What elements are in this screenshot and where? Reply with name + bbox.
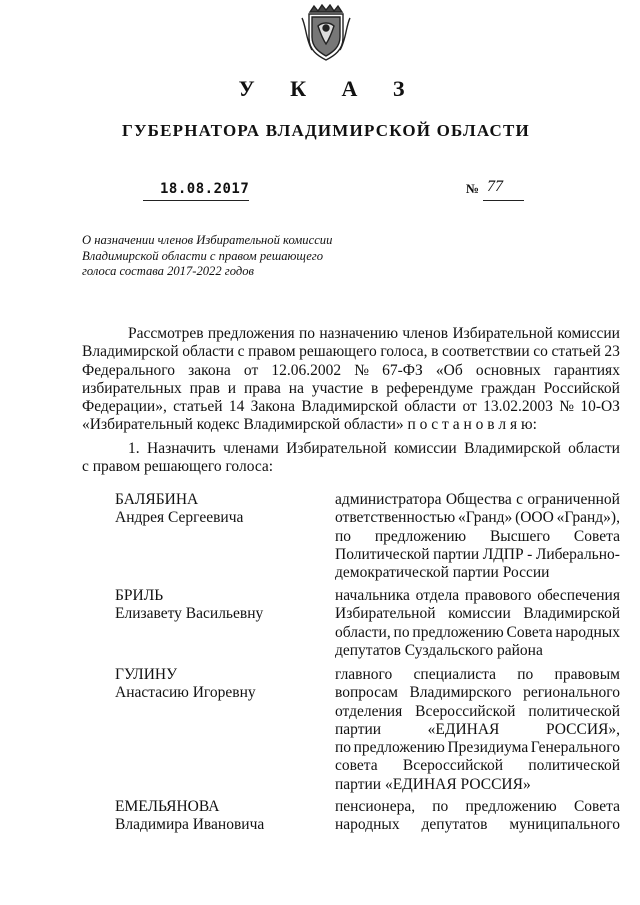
member-name [115,491,243,528]
number-underline [483,200,524,201]
preamble-line: Владимирской области с правом решающего голоса, в соответствии со статьей 23 [82,343,620,361]
description-line: администратора Общества с ограниченной [335,491,620,508]
member-given-name: Анастасию Игоревну [115,684,256,702]
subject-line: О назначении членов Избирательной комиссии [82,233,333,247]
date-underline [143,200,249,201]
member-given-name: Елизавету Васильевну [115,605,264,623]
member-description [335,491,620,582]
number-sign: № [466,181,480,196]
description-line: Политической партии ЛДПР - Либерально- [335,545,620,563]
document-number: 77 [487,178,503,195]
document-subject [82,233,382,280]
description-line: отделения Всероссийской политической [335,702,620,720]
clause-line: 1. Назначить членами Избирательной комиссии Владимирской области [128,440,620,457]
description-line: вопросам Владимирского регионального [335,684,620,702]
description-line: пенсионера, по предложению Совета [335,798,620,815]
member-surname: ГУЛИНУ [115,666,178,683]
coat-of-arms-icon [300,4,352,62]
preamble-line: Рассмотрев предложения по назначению членов Избирательной комиссии [128,325,620,342]
preamble-line: Федерального закона от 12.06.2002 № 67-ФЗ «Об основных гарантиях [82,361,620,379]
member-description [335,798,620,835]
description-line: ответственностью «Гранд» (ООО «Гранд»), [335,509,620,527]
member-given-name: Андрея Сергеевича [115,509,244,527]
member-name [115,666,256,703]
document-title: У К А З [238,76,420,101]
preamble-line: «Избирательный кодекс Владимирской области» п о с т а н о в л я ю: [82,416,537,434]
preamble-line: Федерации», статьей 14 Закона Владимирской области от 13.02.2003 № 10-ОЗ [82,398,620,416]
description-line: главного специалиста по правовым [335,666,620,683]
subject-line: Владимирской области с правом решающего [82,248,324,263]
preamble-line: избирательных прав и права на участие в референдуме граждан Российской [82,379,620,397]
description-line: демократической партии России [335,564,550,582]
document-date: 18.08.2017 [160,181,250,197]
clause-line: с правом решающего голоса: [82,458,274,476]
description-line: депутатов Суздальского района [335,641,543,659]
member-given-name: Владимира Ивановича [115,816,265,834]
description-line: Избирательной комиссии Владимирской [335,605,620,623]
document-issuer: ГУБЕРНАТОРА ВЛАДИМИРСКОЙ ОБЛАСТИ [121,121,530,140]
member-name [115,587,263,624]
description-line: по предложению Высшего Совета [335,527,620,545]
description-line: партии «ЕДИНАЯ РОССИЯ» [335,775,531,793]
subject-line: голоса состава 2017-2022 годов [82,264,254,279]
description-line: совета Всероссийской политической [335,757,620,775]
preamble-paragraph [82,325,620,435]
description-line: по предложению Президиума Генерального [335,739,620,757]
clause-1 [82,440,620,477]
description-line: области, по предложению Совета народных [335,623,620,641]
member-description [335,587,620,660]
member-surname: БРИЛЬ [115,587,164,604]
description-line: народных депутатов муниципального [335,816,620,834]
description-line: партии «ЕДИНАЯ РОССИЯ», [335,720,620,738]
description-line: начальника отдела правового обеспечения [335,587,620,604]
member-surname: ЕМЕЛЬЯНОВА [115,798,220,815]
member-description [335,666,620,794]
member-surname: БАЛЯБИНА [115,491,199,508]
member-name [115,798,264,835]
